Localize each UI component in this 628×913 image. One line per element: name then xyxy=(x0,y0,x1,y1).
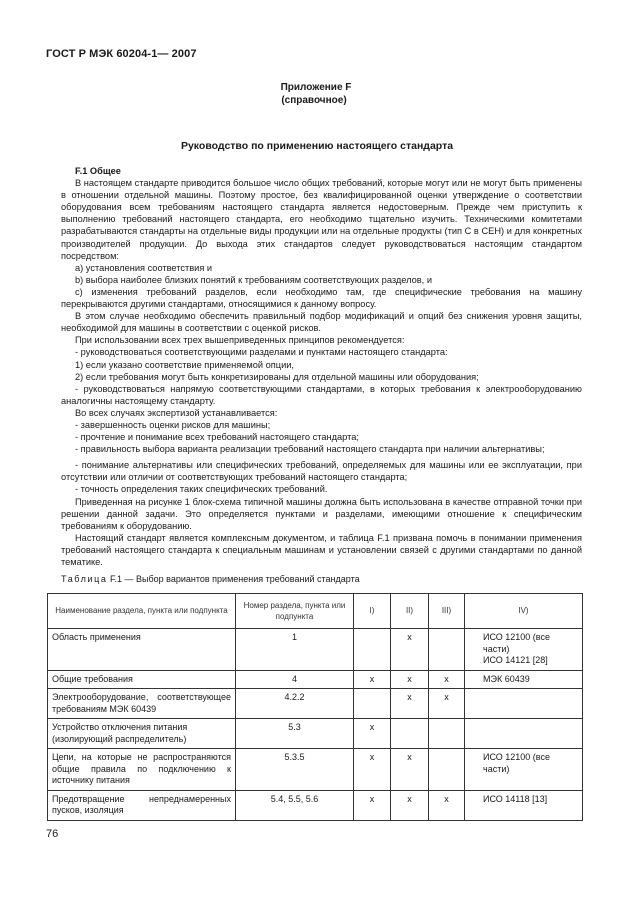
table-row xyxy=(48,790,583,820)
list-item: - руководствоваться напрямую соответствующими стандартами, в которых требования к электрооборудованию аналогичны настоящему стандарту. xyxy=(61,383,582,406)
cell-i: x xyxy=(354,670,391,689)
cell-i: x xyxy=(354,790,391,820)
cell-iii: x xyxy=(429,689,465,719)
list-item: c) изменения требований разделов, если необходимо там, где специфические требования на машину перекрываются другими стандартами, относящимися к данному вопросу. xyxy=(61,286,582,310)
cell-iii xyxy=(429,629,465,671)
cell-i xyxy=(354,689,391,719)
column-header: IV) xyxy=(465,594,583,629)
paragraph: Приведенная на рисунке 1 блок-схема типичной машины должна быть использована в качестве отправной точки при решении данной задачи. Это определяется пунктами и разделами, имеющими отношение к специфическим требованиям к оборудованию. xyxy=(61,496,582,531)
row-number: 1 xyxy=(236,629,354,671)
table-caption-prefix: Таблица xyxy=(61,574,108,584)
subsection-heading: F.1 Общее xyxy=(75,166,121,176)
table-row xyxy=(48,749,583,791)
cell-iv-line: МЭК 60439 xyxy=(483,673,530,684)
cell-ii xyxy=(391,719,429,749)
cell-iv xyxy=(465,790,583,820)
table-row xyxy=(48,689,583,719)
requirements-table xyxy=(47,593,583,821)
column-header: Номер раздела, пункта или подпункта xyxy=(236,594,354,629)
cell-i: x xyxy=(354,749,391,791)
cell-iv-line: ИСО 12100 (все части) xyxy=(483,632,550,654)
table-caption-text: F.1 — Выбор вариантов применения требований стандарта xyxy=(110,574,360,584)
list-item: - руководствоваться соответствующими разделами и пунктами настоящего стандарта: xyxy=(75,347,448,358)
list-item: - прочтение и понимание всех требований настоящего стандарта; xyxy=(75,432,359,443)
column-header: Наименование раздела, пункта или подпункта xyxy=(48,594,236,629)
row-name: Общие требования xyxy=(48,670,236,689)
list-item: b) выбора наиболее близких понятий к требованиям соответствующих разделов, и xyxy=(75,274,432,285)
table-header-row xyxy=(48,594,583,629)
cell-i xyxy=(354,629,391,671)
cell-ii: x xyxy=(391,629,429,671)
column-header: III) xyxy=(429,594,465,629)
column-header: I) xyxy=(354,594,391,629)
document-code: ГОСТ Р МЭК 60204-1— 2007 xyxy=(46,48,197,60)
row-number: 4 xyxy=(236,670,354,689)
cell-iv-line: ИСО 12100 (все части) xyxy=(483,752,550,774)
cell-iv xyxy=(465,719,583,749)
list-item: 2) если требования могут быть конкретизированы для отдельной машины или оборудования; xyxy=(75,371,479,382)
list-item: - завершенность оценки рисков для машины; xyxy=(75,419,271,430)
column-header: II) xyxy=(391,594,429,629)
paragraph: При использовании всех трех вышеприведенных принципов рекомендуется: xyxy=(75,335,405,346)
section-title: Руководство по применению настоящего стандарта xyxy=(180,140,454,152)
row-number: 5.3 xyxy=(236,719,354,749)
cell-ii: x xyxy=(391,749,429,791)
row-name: Устройство отключения питания (изолирующий распределитель) xyxy=(48,719,236,749)
cell-iv xyxy=(465,749,583,791)
list-item: - точность определения таких специфических требований. xyxy=(75,484,328,495)
table-caption xyxy=(61,574,360,584)
table-row xyxy=(48,670,583,689)
paragraph: Во всех случаях экспертизой устанавливается: xyxy=(75,407,278,418)
row-name: Область применения xyxy=(48,629,236,671)
row-name: Предотвращение непреднамеренных пусков, изоляция xyxy=(48,790,236,820)
cell-iii: x xyxy=(429,790,465,820)
list-item: - правильность выбора варианта реализации требований настоящего стандарта при наличии альтернативы; xyxy=(75,444,545,455)
annex-subtitle: (справочное) xyxy=(281,95,347,106)
row-name: Цепи, на которые не распространяются общие правила по подключению к источнику питания xyxy=(48,749,236,791)
list-item: 1) если указано соответствие применяемой опции, xyxy=(75,359,294,370)
annex-title: Приложение F xyxy=(280,82,352,93)
list-item: a) установления соответствия и xyxy=(75,262,213,273)
cell-i: x xyxy=(354,719,391,749)
row-number: 5.3.5 xyxy=(236,749,354,791)
cell-ii: x xyxy=(391,689,429,719)
cell-iii xyxy=(429,719,465,749)
cell-iv xyxy=(465,689,583,719)
row-number: 4.2.2 xyxy=(236,689,354,719)
cell-ii: x xyxy=(391,790,429,820)
cell-iv xyxy=(465,670,583,689)
cell-iv-line: ИСО 14118 [13] xyxy=(483,793,548,804)
table-row xyxy=(48,719,583,749)
body-text xyxy=(61,165,582,568)
row-number: 5.4, 5.5, 5.6 xyxy=(236,790,354,820)
table-row xyxy=(48,629,583,671)
list-item: - понимание альтернативы или специфических требований, определяемых для машины или ее эксплуатации, при отсутствии или отличии от соответствующих требований настоящего стандарта; xyxy=(61,460,582,483)
cell-iv-line: ИСО 14121 [28] xyxy=(483,655,548,665)
cell-ii: x xyxy=(391,670,429,689)
annex-block xyxy=(0,81,628,107)
page-number: 76 xyxy=(46,828,59,840)
row-name: Электрооборудование, соответствующее требованиям МЭК 60439 xyxy=(48,689,236,719)
paragraph: В настоящем стандарте приводится большое число общих требований, которые могут или не могут быть применены в отношении отдельной машины. Поэтому простое, без квалифицированной оценки утверждение о соответствии оборудования всем требованиям настоящего стандарта является недостоверным. Прежде чем приступить к выполнению требований настоящего стандарта, его необходимо тщательно изучить. Техническими комитетами разрабатываются стандарты на отдельные виды продукции или на отдельные продукты (тип С в СЕН) и для конкретных производителей продукции. До выхода этих стандартов следует руководствоваться настоящим стандартом посредством: xyxy=(61,178,582,261)
cell-iii xyxy=(429,749,465,791)
cell-iii: x xyxy=(429,670,465,689)
cell-iv xyxy=(465,629,583,671)
paragraph: В этом случае необходимо обеспечить правильный подбор модификаций и опций без снижения уровня защиты, необходимой для машины в соответствии с оценкой рисков. xyxy=(61,311,582,334)
paragraph: Настоящий стандарт является комплексным документом, и таблица F.1 призвана помочь в понимании применения требований настоящего стандарта к специальным машинам и установлении связей с другими стандартами по данной тематике. xyxy=(61,532,582,567)
